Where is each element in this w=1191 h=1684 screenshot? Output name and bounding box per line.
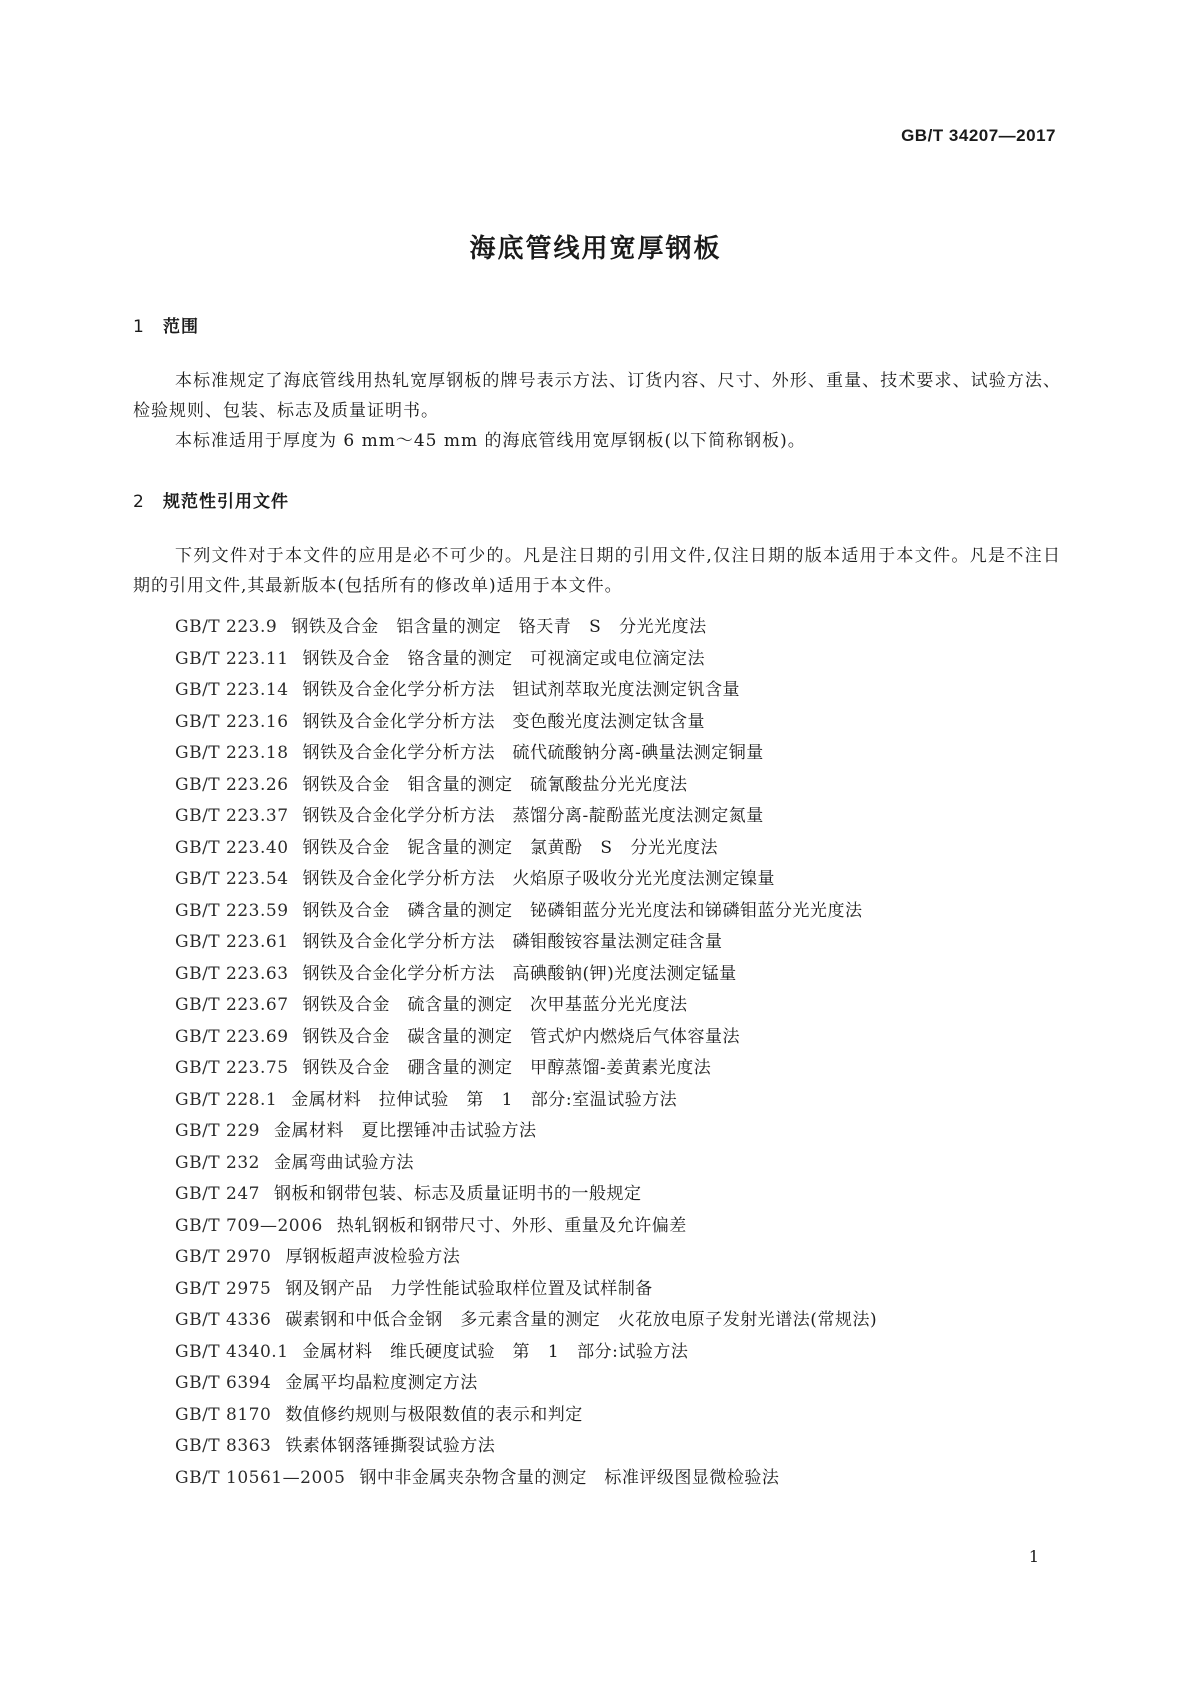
reference-code: GB/T 223.54 [175,869,289,889]
reference-item [175,770,877,802]
reference-item [175,707,877,739]
reference-item [175,1274,877,1306]
reference-title: 钢铁及合金 硫含量的测定 次甲基蓝分光光度法 [302,995,688,1015]
reference-title: 钢铁及合金化学分析方法 蒸馏分离-靛酚蓝光度法测定氮量 [302,806,764,826]
reference-title: 钢及钢产品 力学性能试验取样位置及试样制备 [285,1278,653,1299]
section-title: 规范性引用文件 [163,492,289,512]
reference-code: GB/T 223.26 [175,774,289,795]
reference-code: GB/T 8363 [175,1436,272,1456]
reference-code: GB/T 223.75 [175,1058,289,1078]
scope-paragraph-2: 本标准适用于厚度为 6 mm～45 mm 的海底管线用宽厚钢板(以下简称钢板)。 [175,431,806,451]
reference-list [175,612,877,1494]
reference-title: 钢铁及合金 铌含量的测定 氯黄酚 S 分光光度法 [302,837,718,858]
reference-code: GB/T 247 [175,1184,260,1204]
reference-title: 钢板和钢带包装、标志及质量证明书的一般规定 [274,1184,642,1204]
reference-code: GB/T 223.40 [175,837,289,858]
reference-item [175,1179,877,1211]
reference-code: GB/T 228.1 [175,1089,278,1110]
section-title: 范围 [163,317,199,337]
reference-item [175,644,877,676]
reference-title: 金属弯曲试验方法 [274,1152,414,1173]
reference-title: 热轧钢板和钢带尺寸、外形、重量及允许偏差 [336,1215,687,1236]
reference-item [175,896,877,928]
reference-item [175,1148,877,1180]
reference-item [175,864,877,896]
reference-title: 金属材料 维氏硬度试验 第 1 部分:试验方法 [302,1341,689,1362]
reference-title: 钢铁及合金 铝含量的测定 铬天青 S 分光光度法 [291,617,707,637]
reference-title: 钢铁及合金 硼含量的测定 甲醇蒸馏-姜黄素光度法 [302,1058,712,1078]
reference-code: GB/T 223.59 [175,900,289,921]
reference-code: GB/T 229 [175,1121,260,1141]
reference-code: GB/T 223.67 [175,995,289,1015]
reference-item [175,1368,877,1400]
reference-code: GB/T 223.37 [175,806,289,826]
reference-item [175,1431,877,1463]
reference-title: 铁素体钢落锤撕裂试验方法 [285,1436,496,1456]
reference-title: 钢铁及合金化学分析方法 高碘酸钠(钾)光度法测定锰量 [302,963,737,984]
scope-paragraph-1: 本标准规定了海底管线用热轧宽厚钢板的牌号表示方法、订货内容、尺寸、外形、重量、技术要求、试验方法、检验规则、包装、标志及质量证明书。 [133,371,1061,421]
reference-code: GB/T 223.61 [175,932,289,952]
reference-title: 金属材料 拉伸试验 第 1 部分:室温试验方法 [291,1089,678,1110]
reference-item [175,801,877,833]
reference-item [175,675,877,707]
reference-item [175,1085,877,1117]
section-heading-scope [133,312,199,337]
reference-title: 厚钢板超声波检验方法 [285,1247,461,1267]
reference-item [175,833,877,865]
reference-title: 钢铁及合金 钼含量的测定 硫氰酸盐分光光度法 [302,774,688,795]
reference-title: 数值修约规则与极限数值的表示和判定 [285,1404,583,1425]
section-number: 1 [133,317,145,337]
reference-title: 碳素钢和中低合金钢 多元素含量的测定 火花放电原子发射光谱法(常规法) [285,1310,878,1330]
section-heading-normative-references [133,487,289,512]
reference-code: GB/T 4340.1 [175,1341,289,1362]
standard-code: GB/T 34207—2017 [901,126,1056,145]
page-number: 1 [1028,1547,1039,1566]
reference-code: GB/T 223.14 [175,680,289,700]
reference-item [175,1022,877,1054]
reference-item [175,1337,877,1369]
reference-item [175,1053,877,1085]
reference-item [175,1305,877,1337]
reference-code: GB/T 10561—2005 [175,1467,346,1488]
reference-item [175,990,877,1022]
reference-title: 钢铁及合金 磷含量的测定 铋磷钼蓝分光光度法和锑磷钼蓝分光光度法 [302,900,863,921]
reference-item [175,738,877,770]
reference-code: GB/T 232 [175,1152,260,1173]
reference-item [175,1242,877,1274]
reference-code: GB/T 223.11 [175,648,289,669]
reference-item [175,612,877,644]
reference-item [175,959,877,991]
reference-code: GB/T 223.69 [175,1026,289,1047]
reference-code: GB/T 4336 [175,1310,272,1330]
reference-item [175,1400,877,1432]
reference-code: GB/T 223.18 [175,743,289,763]
reference-title: 钢铁及合金化学分析方法 火焰原子吸收分光光度法测定镍量 [302,869,776,889]
reference-item [175,1211,877,1243]
reference-title: 钢中非金属夹杂物含量的测定 标准评级图显微检验法 [359,1467,780,1488]
section-number: 2 [133,492,145,512]
reference-title: 钢铁及合金 碳含量的测定 管式炉内燃烧后气体容量法 [302,1026,741,1047]
reference-item [175,1463,877,1495]
document-title: 海底管线用宽厚钢板 [469,234,722,264]
reference-code: GB/T 8170 [175,1404,272,1425]
reference-title: 钢铁及合金化学分析方法 变色酸光度法测定钛含量 [302,711,706,732]
references-intro-paragraph: 下列文件对于本文件的应用是必不可少的。凡是注日期的引用文件,仅注日期的版本适用于本文件。凡是不注日期的引用文件,其最新版本(包括所有的修改单)适用于本文件。 [133,546,1061,596]
reference-title: 金属材料 夏比摆锤冲击试验方法 [274,1121,537,1141]
reference-code: GB/T 709—2006 [175,1215,323,1236]
reference-title: 钢铁及合金化学分析方法 磷钼酸铵容量法测定硅含量 [302,932,723,952]
reference-title: 钢铁及合金化学分析方法 硫代硫酸钠分离-碘量法测定铜量 [302,743,764,763]
reference-code: GB/T 223.9 [175,617,278,637]
reference-title: 金属平均晶粒度测定方法 [285,1373,478,1393]
reference-item [175,927,877,959]
reference-code: GB/T 6394 [175,1373,272,1393]
reference-code: GB/T 223.63 [175,963,289,984]
reference-title: 钢铁及合金化学分析方法 钽试剂萃取光度法测定钒含量 [302,680,741,700]
reference-code: GB/T 223.16 [175,711,289,732]
reference-code: GB/T 2975 [175,1278,272,1299]
reference-title: 钢铁及合金 铬含量的测定 可视滴定或电位滴定法 [302,648,706,669]
reference-item [175,1116,877,1148]
reference-code: GB/T 2970 [175,1247,272,1267]
